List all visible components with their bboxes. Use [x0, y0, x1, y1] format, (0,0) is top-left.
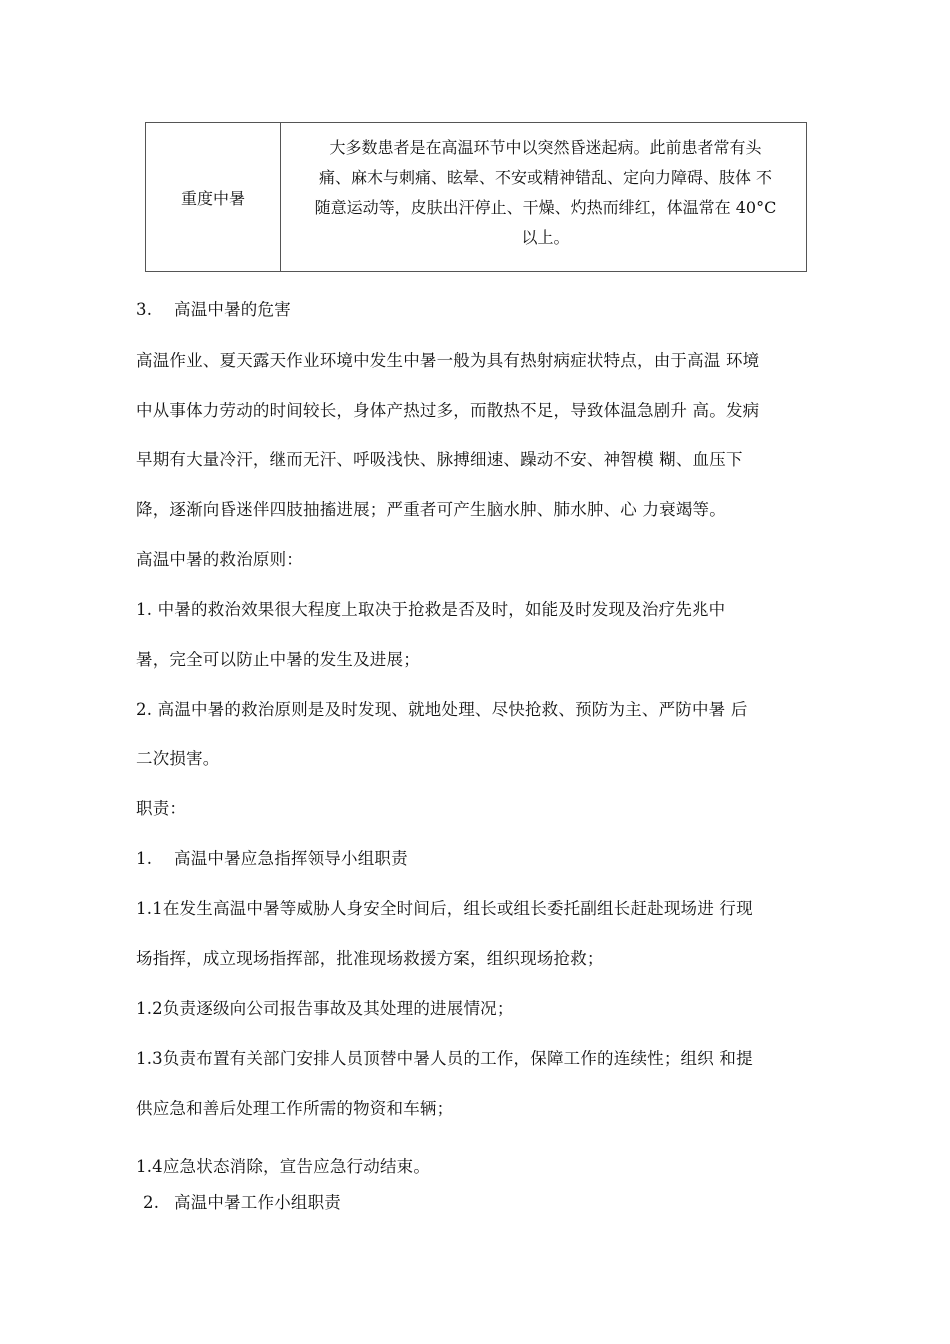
paragraph-line: 高温作业、夏天露天作业环境中发生中暑一般为具有热射病症状特点，由于高温 环境	[136, 351, 760, 370]
severity-label: 重度中暑	[146, 123, 281, 271]
paragraph-line: 早期有大量冷汗，继而无汗、呼吸浅快、脉搏细速、躁动不安、神智模 糊、血压下	[136, 450, 743, 469]
duty-item-line: 1.2负责逐级向公司报告事故及其处理的进展情况；	[136, 999, 514, 1018]
description-line: 大多数患者是在高温环节中以突然昏迷起病。此前患者常有头	[329, 138, 762, 157]
duty-item-line: 场指挥，成立现场指挥部，批准现场救援方案，组织现场抢救；	[136, 949, 604, 968]
duty-number: 2.	[143, 1193, 160, 1212]
principle-line: 二次损害。	[136, 749, 220, 768]
severity-description	[281, 123, 806, 271]
duty-1-heading	[136, 845, 408, 869]
duty-item-line: 1.3负责布置有关部门安排人员顶替中暑人员的工作，保障工作的连续性；组织 和提	[136, 1049, 753, 1068]
duty-item-line: 供应急和善后处理工作所需的物资和车辆；	[136, 1099, 454, 1118]
principles-heading: 高温中暑的救治原则：	[136, 550, 303, 569]
principle-line: 暑，完全可以防止中暑的发生及进展；	[136, 650, 420, 669]
paragraph-line: 降，逐渐向昏迷伴四肢抽搐进展；严重者可产生脑水肿、肺水肿、心 力衰竭等。	[136, 500, 726, 519]
severity-table	[145, 122, 807, 272]
principle-line: 2. 高温中暑的救治原则是及时发现、就地处理、尽快抢救、预防为主、严防中暑 后	[136, 700, 748, 719]
section-number: 3.	[136, 300, 153, 319]
description-line: 以上。	[521, 228, 570, 247]
duty-item-line: 1.1在发生高温中暑等威胁人身安全时间后，组长或组长委托副组长赶赴现场进 行现	[136, 899, 753, 918]
duty-item-line: 1.4应急状态消除，宣告应急行动结束。	[136, 1157, 431, 1176]
duty-2-heading	[143, 1189, 341, 1213]
description-line: 随意运动等，皮肤出汗停止、干燥、灼热而绯红，体温常在 40°C	[314, 198, 777, 217]
paragraph-line: 中从事体力劳动的时间较长，身体产热过多，而散热不足，导致体温急剧升 高。发病	[136, 401, 760, 420]
duty-title: 高温中暑应急指挥领导小组职责	[174, 849, 408, 868]
duty-number: 1.	[136, 849, 153, 868]
description-line: 痛、麻木与刺痛、眩晕、不安或精神错乱、定向力障碍、肢体 不	[318, 168, 773, 187]
section-3-heading	[136, 296, 291, 320]
duties-heading: 职责：	[136, 799, 187, 818]
section-title: 高温中暑的危害	[174, 300, 291, 319]
principle-line: 1. 中暑的救治效果很大程度上取决于抢救是否及时，如能及时发现及治疗先兆中	[136, 600, 726, 619]
duty-title: 高温中暑工作小组职责	[174, 1193, 341, 1212]
